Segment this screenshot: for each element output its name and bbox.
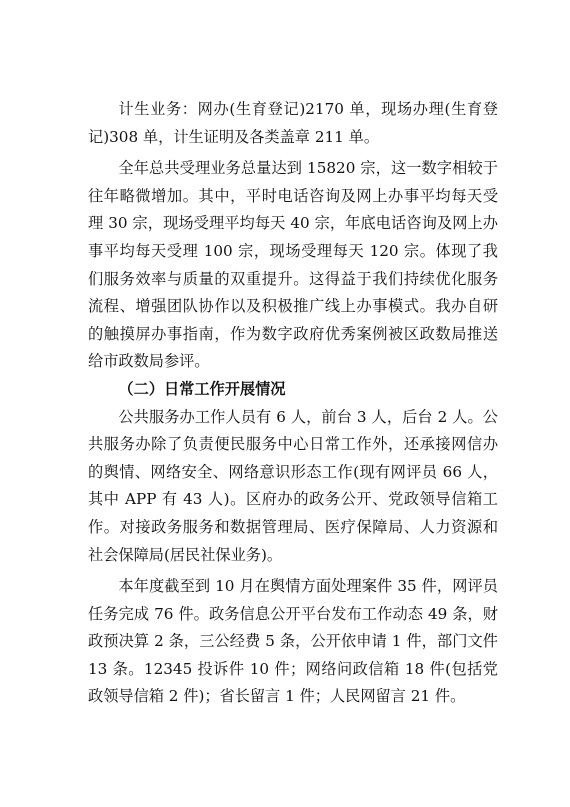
paragraph-staff: 公共服务办工作人员有 6 人，前台 3 人，后台 2 人。公共服务办除了负责便民服务中心日常工作外，还承接网信办的舆情、网络安全、网络意识形态工作(现有网评员 66 人，其中 APP 有 43 人)。区府办的政务公开、党政领导信箱工作。对接政务服务和数据管理局、医疗保障局、人力资源和社会保障局(居民社保业务)。 [88, 407, 498, 564]
section-heading: （二）日常工作开展情况 [118, 379, 286, 398]
paragraph-annual-total: 全年总共受理业务总量达到 15820 宗，这一数字相较于往年略微增加。其中，平时电话咨询及网上办事平均每天受理 30 宗，现场受理平均每天 40 宗，年底电话咨询及网上办事平均每天受理 100 宗，现场受理每天 120 宗。体现了我们服务效率与质量的双重提升。这得益于我们持续优化服务流程、增强团队协作以及积极推广线上办事模式。我办自研的触摸屏办事指南，作为数字政府优秀案例被区政数局推送给市政数局参评。 [88, 159, 498, 371]
paragraph-cases: 本年度截至到 10 月在舆情方面处理案件 35 件，网评员任务完成 76 件。政务信息公开平台发布工作动态 49 条，财政预决算 2 条，三公经费 5 条，公开依申请 1 件，部门文件 13 条。12345 投诉件 10 件；网络问政信箱 18 件(包括党政领导信箱 2 件)；省长留言 1 件；人民网留言 21 件。 [88, 577, 498, 706]
paragraph-family-planning: 计生业务：网办(生育登记)2170 单，现场办理(生育登记)308 单，计生证明及各类盖章 211 单。 [88, 100, 498, 146]
document-body [88, 96, 498, 711]
